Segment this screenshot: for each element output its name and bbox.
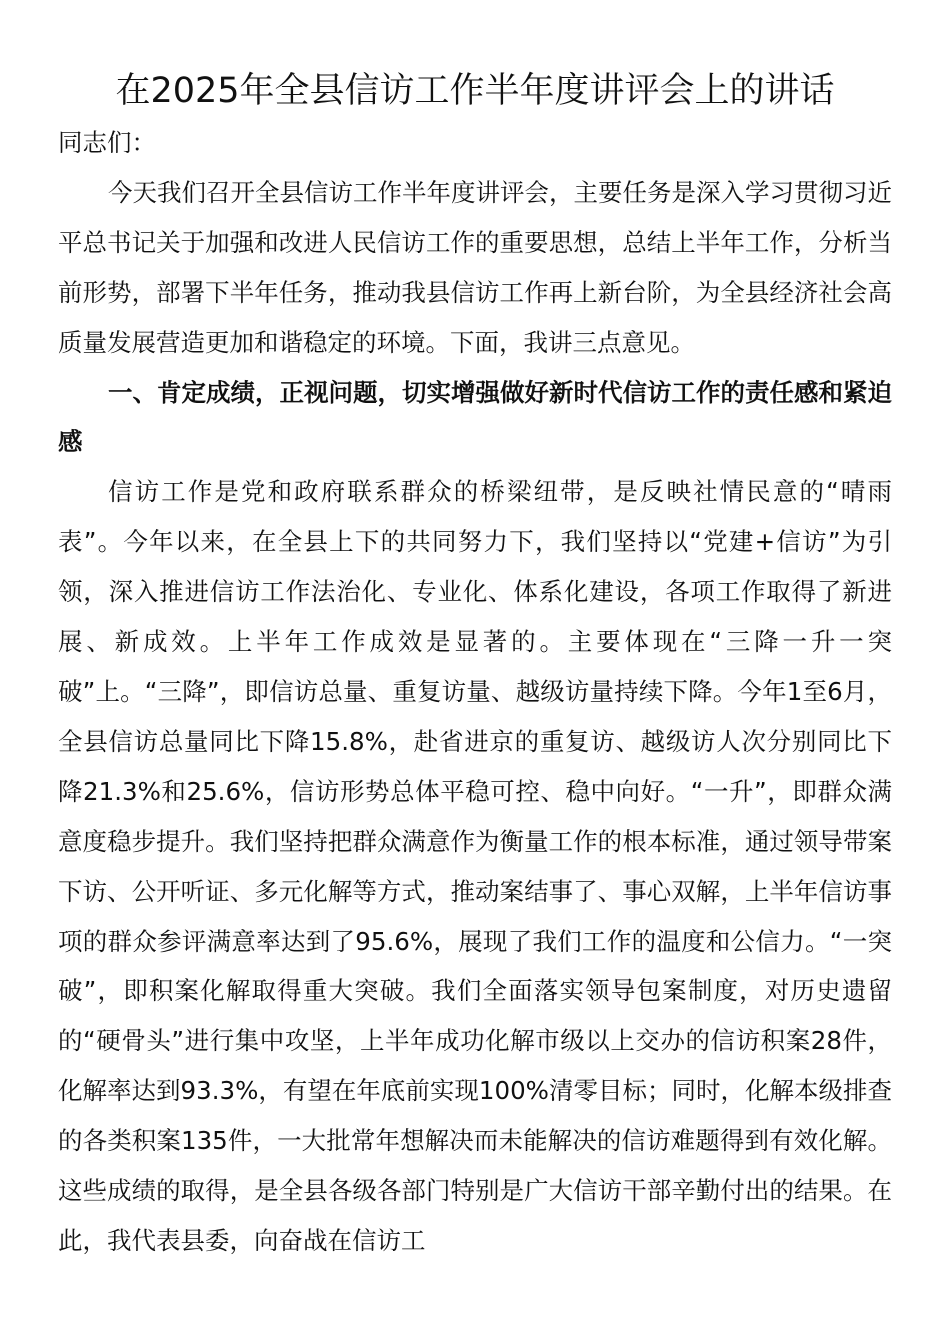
document-body bbox=[58, 118, 892, 1266]
paragraph-achievements: 信访工作是党和政府联系群众的桥梁纽带，是反映社情民意的“晴雨表”。今年以来，在全县上下的共同努力下，我们坚持以“党建+信访”为引领，深入推进信访工作法治化、专业化、体系化建设，各项工作取得了新进展、新成效。上半年工作成效是显著的。主要体现在“三降一升一突破”上。“三降”，即信访总量、重复访量、越级访量持续下降。今年1至6月，全县信访总量同比下降15.8%，赴省进京的重复访、越级访人次分别同比下降21.3%和25.6%，信访形势总体平稳可控、稳中向好。“一升”，即群众满意度稳步提升。我们坚持把群众满意作为衡量工作的根本标准，通过领导带案下访、公开听证、多元化解等方式，推动案结事了、事心双解，上半年信访事项的群众参评满意率达到了95.6%，展现了我们工作的温度和公信力。“一突破”，即积案化解取得重大突破。我们全面落实领导包案制度，对历史遗留的“硬骨头”进行集中攻坚，上半年成功化解市级以上交办的信访积案28件，化解率达到93.3%，有望在年底前实现100%清零目标；同时，化解本级排查的各类积案135件，一大批常年想解决而未能解决的信访难题得到有效化解。这些成绩的取得，是全县各级各部门特别是广大信访干部辛勤付出的结果。在此，我代表县委，向奋战在信访工 bbox=[58, 477, 892, 1255]
document-title: 在2025年全县信访工作半年度讲评会上的讲话 bbox=[115, 71, 835, 111]
paragraph-intro: 今天我们召开全县信访工作半年度讲评会，主要任务是深入学习贯彻习近平总书记关于加强和改进人民信访工作的重要思想，总结上半年工作，分析当前形势，部署下半年任务，推动我县信访工作再上新台阶，为全县经济社会高质量发展营造更加和谐稳定的环境。下面，我讲三点意见。 bbox=[58, 177, 892, 357]
section-heading-1: 一、肯定成绩，正视问题，切实增强做好新时代信访工作的责任感和紧迫感 bbox=[58, 377, 892, 457]
salutation: 同志们： bbox=[58, 128, 156, 157]
